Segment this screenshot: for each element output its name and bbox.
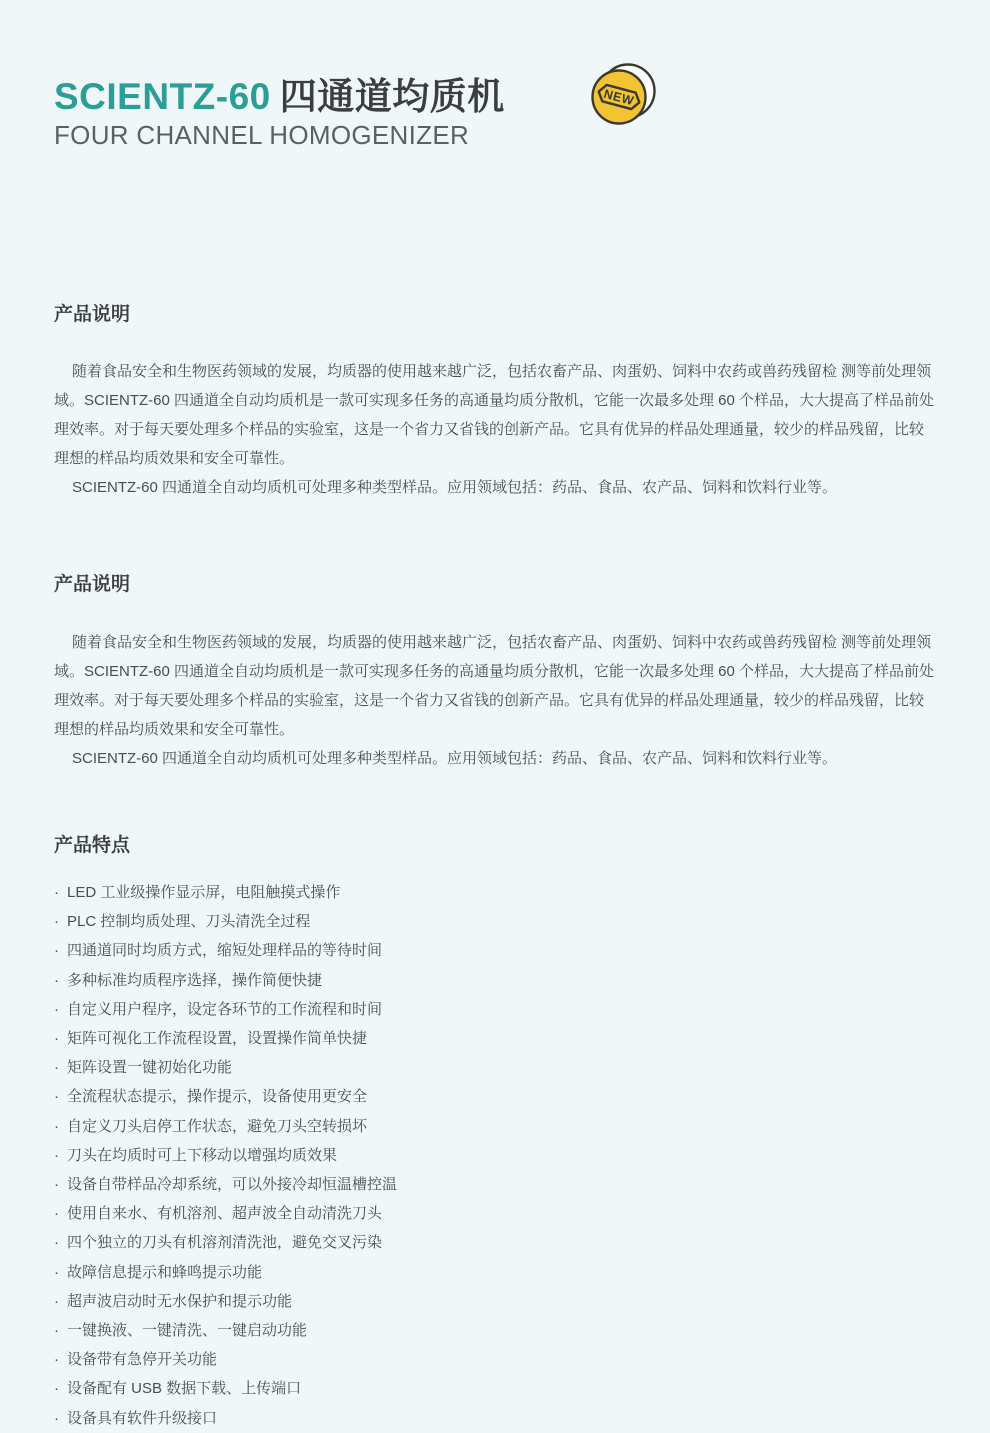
product-name-cn: 四通道均质机	[279, 76, 505, 117]
product-model: SCIENTZ-60	[54, 76, 271, 117]
description-paragraph: SCIENTZ-60 四通道全自动均质机可处理多种类型样品。应用领域包括：药品、食品、农产品、饲料和饮料行业等。	[72, 479, 838, 497]
feature-item: · 设备配有 USB 数据下载、上传端口	[54, 1374, 938, 1403]
feature-item: · 设备自带样品冷却系统，可以外接冷却恒温槽控温	[54, 1170, 938, 1199]
section-heading: 产品说明	[54, 303, 131, 325]
feature-item: · 自定义刀头启停工作状态，避免刀头空转损坏	[54, 1112, 938, 1141]
section-heading: 产品特点	[54, 835, 131, 857]
section-body	[54, 357, 938, 502]
feature-item: · 使用自来水、有机溶剂、超声波全自动清洗刀头	[54, 1199, 938, 1228]
description-paragraph: 随着食品安全和生物医药领域的发展，均质器的使用越来越广泛，包括农畜产品、肉蛋奶、饲料中农药或兽药残留检 测等前处理领域。SCIENTZ-60 四通道全自动均质机是一款可实现多任务的高通量均质分散机，它能一次最多处理 60 个样品，大大提高了样品前处理效率。对于每天要处理多个样品的实验室，这是一个省力又省钱的创新产品。它具有优异的样品处理通量，较少的样品残留，比较理想的样品均质效果和安全可靠性。	[54, 634, 935, 739]
section-product-description-2	[54, 574, 938, 773]
section-heading: 产品说明	[54, 574, 131, 596]
feature-item: · 全流程状态提示，操作提示，设备使用更安全	[54, 1082, 938, 1111]
description-paragraph: SCIENTZ-60 四通道全自动均质机可处理多种类型样品。应用领域包括：药品、食品、农产品、饲料和饮料行业等。	[72, 750, 838, 768]
feature-item: · 超声波启动时无水保护和提示功能	[54, 1287, 938, 1316]
feature-item: · 设备带有急停开关功能	[54, 1345, 938, 1374]
section-product-description-1	[54, 304, 938, 503]
page-subtitle: FOUR CHANNEL HOMOGENIZER	[54, 120, 470, 151]
new-badge-icon	[588, 62, 656, 130]
section-product-features	[54, 835, 938, 1433]
feature-item: · PLC 控制均质处理、刀头清洗全过程	[54, 907, 938, 936]
feature-item: · 矩阵设置一键初始化功能	[54, 1053, 938, 1082]
new-badge	[588, 62, 656, 130]
feature-item: · 四通道同时均质方式，缩短处理样品的等待时间	[54, 936, 938, 965]
feature-item: · 故障信息提示和蜂鸣提示功能	[54, 1258, 938, 1287]
page-header	[54, 0, 938, 152]
feature-item: · 设备具有软件升级接口	[54, 1404, 938, 1433]
section-body	[54, 628, 938, 773]
feature-item: · 刀头在均质时可上下移动以增强均质效果	[54, 1141, 938, 1170]
feature-item: · 自定义用户程序，设定各环节的工作流程和时间	[54, 995, 938, 1024]
feature-item: · LED 工业级操作显示屏，电阻触摸式操作	[54, 878, 938, 907]
feature-item: · 一键换液、一键清洗、一键启动功能	[54, 1316, 938, 1345]
page-title	[54, 76, 938, 117]
description-paragraph: 随着食品安全和生物医药领域的发展，均质器的使用越来越广泛，包括农畜产品、肉蛋奶、饲料中农药或兽药残留检 测等前处理领域。SCIENTZ-60 四通道全自动均质机是一款可实现多任务的高通量均质分散机，它能一次最多处理 60 个样品，大大提高了样品前处理效率。对于每天要处理多个样品的实验室，这是一个省力又省钱的创新产品。它具有优异的样品处理通量，较少的样品残留，比较理想的样品均质效果和安全可靠性。	[54, 363, 935, 468]
feature-item: · 多种标准均质程序选择，操作简便快捷	[54, 966, 938, 995]
feature-item: · 四个独立的刀头有机溶剂清洗池，避免交叉污染	[54, 1228, 938, 1257]
feature-list	[54, 878, 938, 1433]
badge-label: NEW	[602, 86, 636, 109]
feature-item: · 矩阵可视化工作流程设置，设置操作简单快捷	[54, 1024, 938, 1053]
